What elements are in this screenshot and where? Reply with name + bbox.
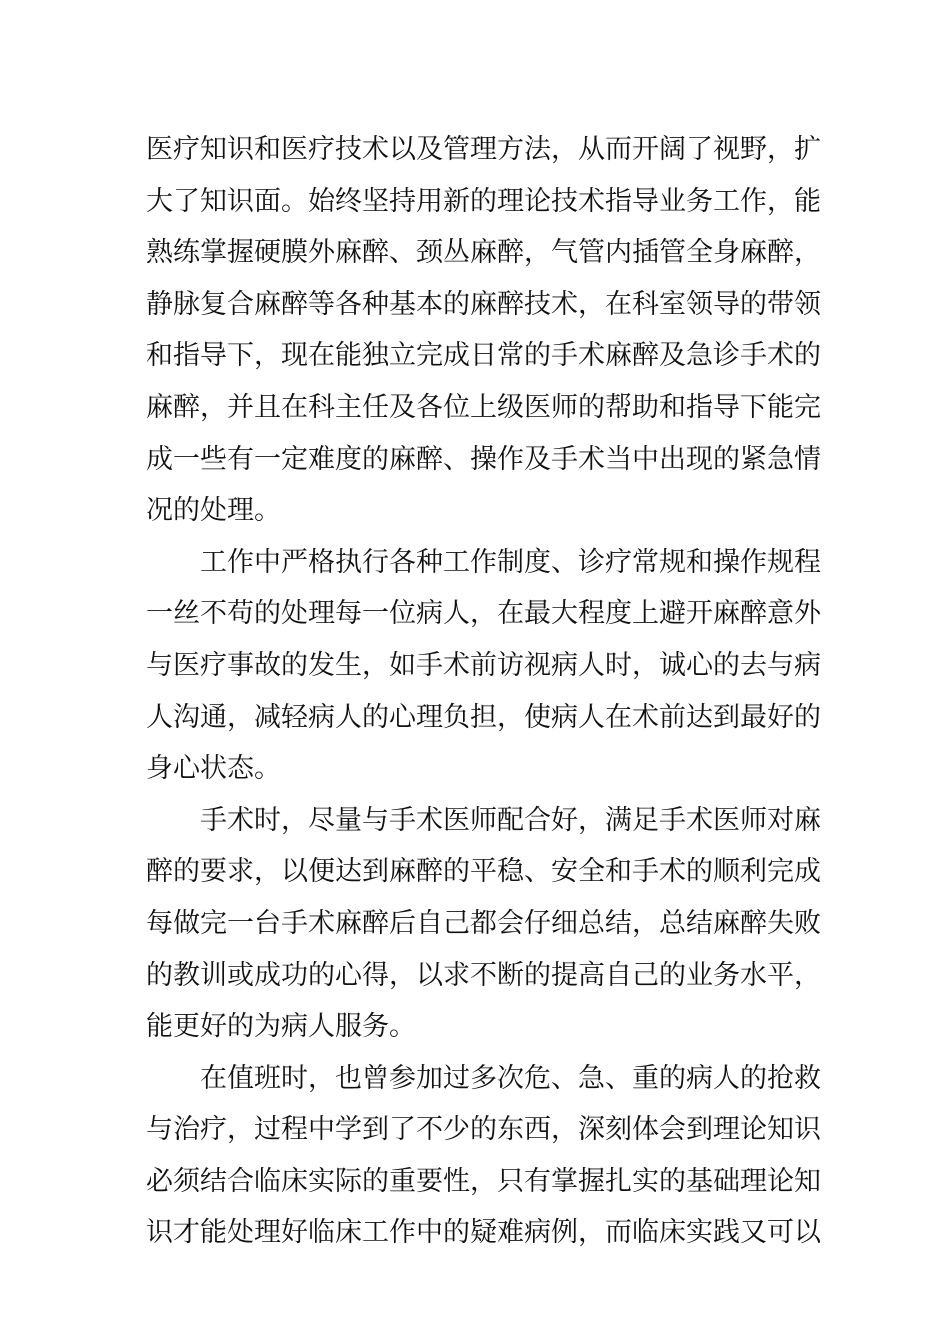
text-line-indented: 手术时，尽量与手术医师配合好，满足手术医师对麻 — [200, 804, 821, 836]
paragraph-1 — [146, 124, 821, 537]
text-line: 身心状态。 — [146, 753, 281, 785]
paragraph-3 — [146, 795, 821, 1053]
text-line: 熟练掌握硬膜外麻醉、颈丛麻醉，气管内插管全身麻醉， — [146, 237, 821, 269]
text-line: 识才能处理好临床工作中的疑难病例，而临床实践又可以 — [146, 1217, 821, 1249]
text-line: 与医疗事故的发生，如手术前访视病人时，诚心的去与病 — [146, 649, 821, 681]
text-line: 一丝不苟的处理每一位病人，在最大程度上避开麻醉意外 — [146, 598, 821, 630]
text-line: 每做完一台手术麻醉后自己都会仔细总结，总结麻醉失败 — [146, 907, 821, 939]
text-line: 人沟通，减轻病人的心理负担，使病人在术前达到最好的 — [146, 701, 821, 733]
text-line: 成一些有一定难度的麻醉、操作及手术当中出现的紧急情 — [146, 443, 821, 475]
text-line-indented: 工作中严格执行各种工作制度、诊疗常规和操作规程 — [200, 546, 821, 578]
text-line: 医疗知识和医疗技术以及管理方法，从而开阔了视野，扩 — [146, 134, 821, 165]
text-line: 的教训或成功的心得，以求不断的提高自己的业务水平， — [146, 959, 821, 991]
text-line: 醉的要求，以便达到麻醉的平稳、安全和手术的顺利完成 — [146, 856, 821, 888]
text-line: 能更好的为病人服务。 — [146, 1011, 416, 1043]
text-line: 麻醉，并且在科主任及各位上级医师的帮助和指导下能完 — [146, 391, 821, 423]
text-line: 大了知识面。始终坚持用新的理论技术指导业务工作，能 — [146, 185, 821, 217]
text-line: 必须结合临床实际的重要性，只有掌握扎实的基础理论知 — [146, 1165, 821, 1197]
document-body — [146, 124, 821, 1259]
paragraph-2 — [146, 537, 821, 795]
text-line: 静脉复合麻醉等各种基本的麻醉技术，在科室领导的带领 — [146, 288, 821, 320]
text-line-indented: 在值班时，也曾参加过多次危、急、重的病人的抢救 — [200, 1062, 821, 1094]
text-line: 况的处理。 — [146, 495, 281, 527]
paragraph-4 — [146, 1053, 821, 1259]
text-line: 与治疗，过程中学到了不少的东西，深刻体会到理论知识 — [146, 1114, 821, 1146]
text-line: 和指导下，现在能独立完成日常的手术麻醉及急诊手术的 — [146, 340, 821, 372]
